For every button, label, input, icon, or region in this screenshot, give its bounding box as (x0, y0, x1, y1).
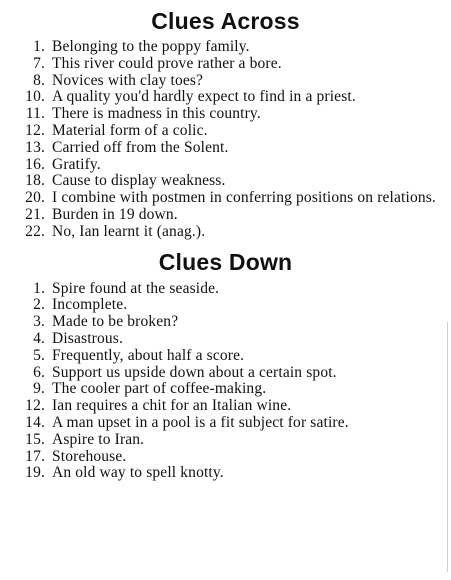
clue-text: Disastrous. (52, 329, 123, 347)
clue-across-10 (6, 89, 445, 106)
clue-text: No, Ian learnt it (anag.). (52, 222, 206, 240)
clue-number: 15. (25, 430, 45, 448)
clue-number: 1. (33, 279, 45, 297)
clue-down-4 (6, 331, 445, 348)
clue-text: An old way to spell knotty. (52, 464, 224, 482)
clue-number: 5. (33, 346, 45, 364)
clue-number: 1. (33, 38, 45, 55)
clue-text: Burden in 19 down. (52, 205, 178, 223)
clue-across-12 (6, 123, 445, 140)
clue-across-11 (6, 106, 445, 123)
clue-text: Novices with clay toes? (52, 71, 204, 89)
clue-number: 10. (25, 88, 45, 106)
clue-across-18 (6, 173, 445, 190)
clue-number: 9. (33, 380, 45, 398)
clues-down-heading: Clues Down (158, 248, 293, 275)
clue-down-12 (6, 398, 445, 415)
clue-across-7 (6, 56, 445, 73)
clue-across-13 (6, 140, 445, 157)
column-divider-line (447, 322, 448, 572)
clue-text: A man upset in a pool is a fit subject for satire. (52, 413, 349, 431)
clues-across-heading: Clues Across (151, 8, 300, 34)
clue-text: The cooler part of coffee-making. (52, 380, 267, 398)
clue-across-21 (6, 207, 445, 224)
clue-text: Cause to display weakness. (52, 172, 226, 190)
clue-down-15 (6, 432, 445, 449)
clue-number: 8. (33, 71, 45, 89)
clue-text: Support us upside down about a certain spot. (52, 363, 337, 381)
clue-text: A quality you'd hardly expect to find in a priest. (52, 88, 356, 106)
clue-across-1 (6, 39, 445, 56)
clue-text: Made to be broken? (52, 313, 179, 331)
clue-number: 14. (25, 413, 45, 431)
clue-text: Carried off from the Solent. (52, 138, 229, 156)
clue-text: I combine with postmen in conferring positions on relations. (52, 189, 436, 207)
clue-down-9 (6, 381, 445, 398)
clue-number: 4. (33, 329, 45, 347)
clues-across-list (6, 39, 445, 241)
clue-number: 17. (25, 447, 45, 465)
clue-number: 20. (25, 189, 45, 207)
clue-number: 2. (33, 296, 45, 314)
clue-down-5 (6, 348, 445, 365)
clue-number: 18. (25, 172, 45, 190)
clue-number: 22. (25, 222, 45, 240)
clue-number: 13. (25, 138, 45, 156)
clue-down-19 (6, 465, 445, 482)
clue-number: 21. (25, 205, 45, 223)
clue-text: Frequently, about half a score. (52, 346, 245, 364)
clue-number: 12. (25, 121, 45, 139)
clue-text: Storehouse. (52, 447, 127, 465)
clue-number: 12. (25, 397, 45, 415)
clue-text: Incomplete. (52, 296, 128, 314)
clue-text: Spire found at the seaside. (52, 279, 220, 297)
clue-down-2 (6, 297, 445, 314)
clue-across-16 (6, 157, 445, 174)
clue-text: There is madness in this country. (52, 105, 261, 123)
clue-across-20 (6, 190, 445, 207)
clue-number: 16. (25, 155, 45, 173)
clue-text: Ian requires a chit for an Italian wine. (52, 397, 292, 415)
clue-text: Belonging to the poppy family. (52, 38, 250, 55)
clue-number: 6. (33, 363, 45, 381)
clue-number: 3. (33, 313, 45, 331)
clue-text: Gratify. (52, 155, 101, 173)
clues-down-list (6, 281, 445, 483)
clue-number: 7. (33, 54, 45, 72)
clue-down-14 (6, 415, 445, 432)
clue-text: Material form of a colic. (52, 121, 208, 139)
clue-down-3 (6, 314, 445, 331)
clue-down-1 (6, 281, 445, 298)
clue-number: 19. (25, 464, 45, 482)
clue-down-6 (6, 365, 445, 382)
clue-across-22 (6, 224, 445, 241)
clue-text: This river could prove rather a bore. (52, 54, 282, 72)
clue-down-17 (6, 449, 445, 466)
clue-across-8 (6, 73, 445, 90)
clue-number: 11. (25, 105, 45, 123)
clue-text: Aspire to Iran. (52, 430, 145, 448)
